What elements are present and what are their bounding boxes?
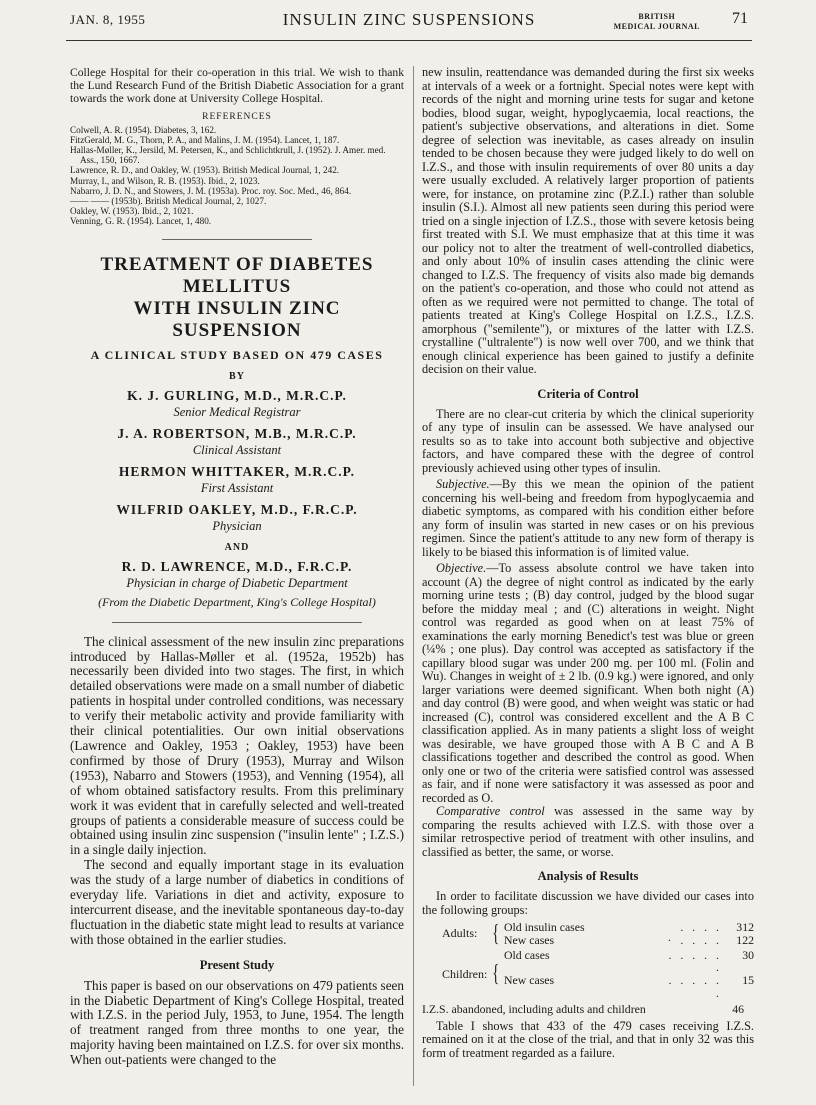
right-column — [422, 66, 754, 1060]
reference-item: FitzGerald, M. G., Thorn, P. A., and Malins, J. M. (1954). Lancet, 1, 187. — [70, 134, 340, 145]
author-name: J. A. ROBERTSON, M.B., M.R.C.P. — [117, 425, 357, 441]
continued-paragraph: new insulin, reattendance was demanded during the first six weeks at intervals of a week or a fortnight. Special notes were kept with records of the night and morning urine tests for sugar and ketone bodies, blood sugar, weight, hypoglycaemia, local reactions, the patient's subjective observations, and alterations in diet. Some degree of selection was inevitable, as cases already on insulin tended to be chosen because they were judged likely to do well on I.Z.S., and those with insulin requirements of over 80 units a day were usually excluded. A relatively larger proportion of patients were, for instance, on protamine zinc (P.Z.I.) rather than soluble insulin (S.I.). Almost all new patients seen during this period were tried on a single injection of I.Z.S., those with severe ketosis being first treated with S.I. We must emphasize that at this time it was our policy not to alter the treatment of well-controlled diabetics, and only about 10% of insulin cases attending the clinic were changed to I.Z.S. The frequency of visits also made big demands on the patient's co-operation, and those who could not attend as often as we required were not permitted to change. The total of patients treated at King's College Hospital on I.Z.S., I.Z.S. amorphous ("semilente"), or mixtures of the latter with I.Z.S. crystalline ("ultralente") is now well over 700, and we think that enough clinical experience has been gained to justify a definite decision on their value. — [422, 65, 754, 376]
author-role: Senior Medical Registrar — [173, 404, 301, 419]
row-value: 312 — [736, 920, 754, 934]
reference-item: Oakley, W. (1953). Ibid., 2, 1021. — [70, 206, 194, 217]
reference-item: —— —— (1953b). British Medical Journal, 2, 1027. — [70, 196, 267, 207]
group-adults — [422, 921, 754, 947]
abandoned-value: 46 — [732, 1001, 744, 1016]
analysis-intro: In order to facilitate discussion we have divided our cases into the following groups: — [422, 889, 754, 917]
row-value: 15 — [742, 973, 754, 988]
row-label: New cases — [504, 932, 555, 947]
reference-item: Hallas-Møller, K., Jersild, M. Petersen, K., and Schlichtkrull, J. (1952). J. Amer. med. Ass., 150, 1667. — [70, 145, 386, 166]
journal-name-line1: BRITISH — [638, 12, 676, 21]
author-role: Physician — [212, 518, 262, 533]
acknowledgement: College Hospital for their co-operation in this trial. We wish to thank the Lund Research Fund of the British Diabetic Association for a grant towards the work done at University College Hospital. — [70, 66, 404, 106]
row-value: 30 — [742, 947, 754, 962]
objective-paragraph — [422, 562, 754, 805]
article-title-line1: TREATMENT OF DIABETES MELLITUS — [100, 253, 374, 297]
journal-name — [614, 12, 700, 32]
abandoned-row — [422, 1003, 754, 1016]
page-number: 71 — [732, 10, 748, 27]
article-subtitle: A CLINICAL STUDY BASED ON 479 CASES — [90, 347, 384, 362]
comparative-label: Comparative control — [436, 804, 545, 818]
present-study-paragraph: This paper is based on our observations on 479 patients seen in the Diabetic Department of King's College Hospital, treated with I.Z.S. in the period July, 1953, to June, 1954. The length of treatment ranged from three months to one year, the majority having been maintained on I.Z.S. for over six months. When out-patients were changed to the — [70, 977, 404, 1068]
left-column — [70, 66, 404, 1068]
table-row — [504, 921, 754, 934]
objective-text: —To assess absolute control we have taken into account (A) the degree of night control as indicated by the early morning urine tests ; (B) day control, judged by the blood sugar before the midday meal ; and (C) alterations in weight. Night control was regarded as good when on at least 75% of examinations the early morning Benedict's test was blue or green (¼% ; one plus). Day control was accepted as satisfactory if the capillary blood sugar was under 200 mg. per 100 ml. (Folin and Wu). Changes in weight of ± 2 lb. (0.9 kg.) were ignored, and only larger variations were deemed significant. When both night (A) and day control (B) were good, and when weight was static or had increased (C), control was considered excellent and the A B C classification applied. As in many patients a slight loss of weight was desirable, we have grouped those with A B C and A B classifications together and described the control as good. When only one or two of the criteria were satisfied control was assessed as fair, and if none were satisfactory it was assessed as poor and recorded as O. — [422, 561, 754, 805]
row-label: New cases — [504, 973, 555, 988]
objective-label: Objective. — [436, 561, 487, 575]
row-label: Old cases — [504, 947, 550, 962]
leader-dots: . . . . — [680, 920, 722, 934]
and-label: AND — [224, 541, 250, 553]
author-name: K. J. GURLING, M.D., M.R.C.P. — [127, 387, 347, 403]
present-study-heading: Present Study — [199, 957, 275, 972]
table-row — [504, 974, 754, 1000]
reference-item: Murray, I., and Wilson, R. B. (1953). Ibid., 2, 1023. — [70, 175, 260, 186]
author-role: First Assistant — [200, 480, 274, 495]
leader-dots: . . . . . . — [668, 973, 722, 1000]
author-role: Clinical Assistant — [192, 442, 282, 457]
brace-symbol: { — [492, 920, 500, 947]
reference-item: Lawrence, R. D., and Oakley, W. (1953). British Medical Journal, 1, 242. — [70, 165, 340, 176]
references-heading: REFERENCES — [202, 111, 272, 122]
table-row — [504, 934, 754, 947]
subjective-text: —By this we mean the opinion of the patient concerning his well-being and freedom from hypoglycaemia and diabetic symptoms, as compared with his condition either before any form of insulin was started in new cases or on his previous regimen. Since the patient's attitude to any new form of therapy is likely to be biased this information is of limited value. — [422, 477, 754, 559]
leader-dots: . . . . . . — [668, 947, 722, 975]
article-title-line2: WITH INSULIN ZINC SUSPENSION — [133, 297, 341, 341]
analysis-heading: Analysis of Results — [537, 869, 639, 883]
criteria-paragraph: There are no clear-cut criteria by which the clinical superiority of any type of insulin can be assessed. We have analysed our results so as to take into account both subjective and objective factors, and have compared these with the degree of control previously achieved using other types of insulin. — [422, 406, 754, 475]
group-children — [422, 949, 754, 1000]
analysis-closing: Table I shows that 433 of the 479 cases receiving I.Z.S. remained on it at the close of the trial, and that in only 32 was this form of treatment regarded as a failure. — [422, 1018, 754, 1060]
subjective-label: Subjective. — [436, 477, 490, 491]
section-rule — [112, 622, 362, 623]
group-label: Children: — [442, 966, 488, 981]
criteria-heading: Criteria of Control — [537, 386, 639, 401]
reference-item: Colwell, A. R. (1954). Diabetes, 3, 162. — [70, 124, 217, 135]
group-label: Adults: — [442, 926, 478, 941]
by-label: BY — [229, 370, 245, 382]
article-title — [70, 254, 404, 342]
section-rule — [162, 239, 312, 240]
intro-paragraph: The clinical assessment of the new insulin zinc preparations introduced by Hallas-Møller et al. (1952a, 1952b) has necessarily been divided into two stages. The first, in which detailed observations were made on a small number of diabetic patients in hospital under controlled conditions, was necessary to verify their metabolic activity and provide familiarity with their clinical potentialities. Our own initial observations (Lawrence and Oakley, 1953 ; Oakley, 1953) have been confirmed by those of Drury (1953), Murray and Wilson (1953), Nabarro and Stowers (1953), and Venning (1954), all of whom obtained satisfactory results. From this preliminary work it was evident that in carefully selected and well-treated groups of patients a considerable measure of success could be obtained using insulin zinc suspension ("insulin lente" ; I.Z.S.) in a single daily injection. — [70, 633, 404, 858]
row-label: Old insulin cases — [504, 920, 585, 934]
running-title: INSULIN ZINC SUSPENSIONS — [282, 10, 536, 29]
row-value: 122 — [736, 932, 754, 947]
comparative-paragraph — [422, 805, 754, 859]
author-name: R. D. LAWRENCE, M.D., F.R.C.P. — [121, 558, 353, 574]
leader-dots: · . . . . — [667, 932, 722, 947]
author-role: Physician in charge of Diabetic Department — [126, 575, 348, 590]
reference-item: Nabarro, J. D. N., and Stowers, J. M. (1953a). Proc. roy. Soc. Med., 46, 864. — [70, 185, 352, 196]
brace-symbol: { — [492, 961, 500, 988]
journal-name-line2: MEDICAL JOURNAL — [613, 22, 700, 31]
affiliation: (From the Diabetic Department, King's College Hospital) — [98, 594, 376, 609]
page-header — [66, 8, 752, 50]
issue-date: JAN. 8, 1955 — [70, 12, 146, 27]
author-name: WILFRID OAKLEY, M.D., F.R.C.P. — [116, 501, 358, 517]
column-divider — [413, 66, 414, 1086]
subjective-paragraph — [422, 478, 754, 559]
intro-paragraph: The second and equally important stage in its evaluation was the study of a large number of diabetics in conditions of everyday life. Variations in diet and activity, exposure to intercurrent disease, and the inevitable spontaneous day-to-day fluctuation in the diabetic state might lead to results at variance with those obtained in the earlier studies. — [70, 857, 404, 947]
comparative-text: was assessed in the same way by comparing the results achieved with I.Z.S. with those over a similar retrospective period of treatment with other insulins, and classified as better, the same, or worse. — [422, 804, 754, 859]
author-name: HERMON WHITTAKER, M.R.C.P. — [118, 463, 356, 479]
reference-item: Venning, G. R. (1954). Lancet, 1, 480. — [70, 216, 212, 227]
case-groups-table — [422, 921, 754, 1016]
header-rule — [66, 40, 752, 41]
table-row — [504, 949, 754, 975]
abandoned-label: I.Z.S. abandoned, including adults and children — [422, 1001, 646, 1016]
references-list — [70, 125, 404, 227]
